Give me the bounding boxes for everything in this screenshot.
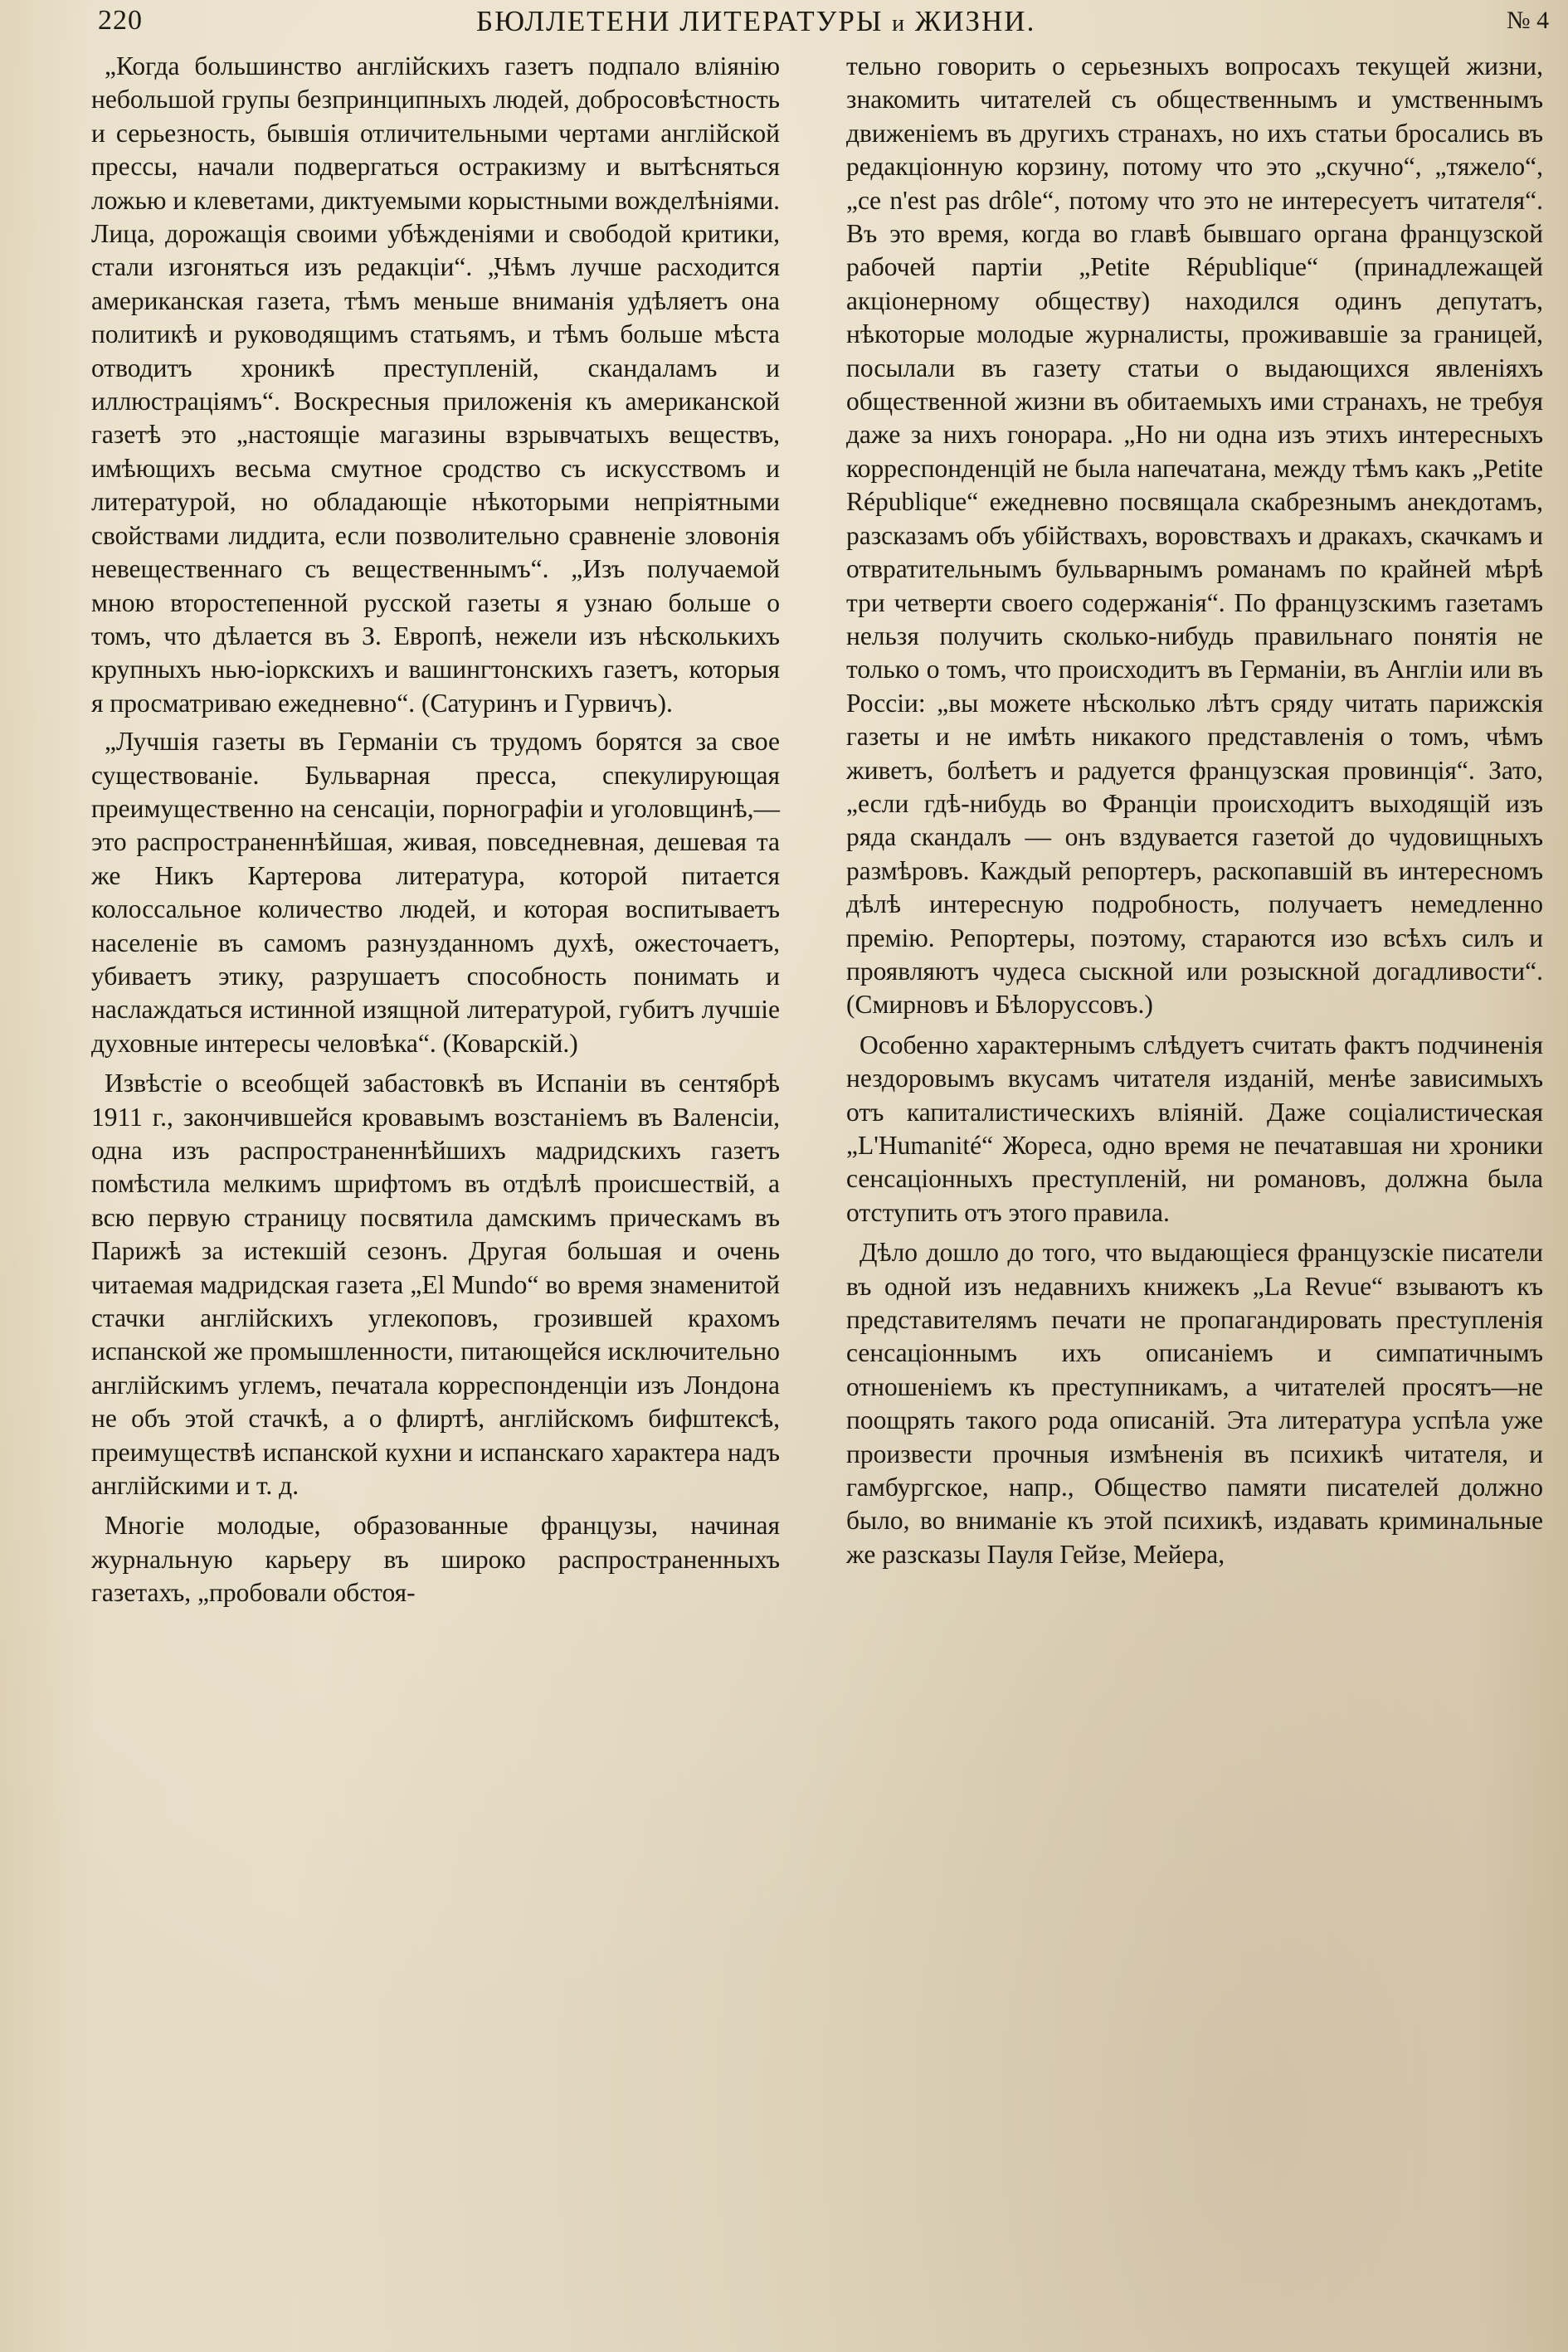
left-column [91, 50, 780, 1615]
paragraph: Дѣло дошло до того, что выдающіеся французскіе писатели въ одной изъ недавнихъ книжекъ „La Revue“ взываютъ къ представителямъ печати не пропагандировать преступленія сенсаціоннымъ ихъ описаніемъ и симпатичнымъ отношеніемъ къ преступникамъ, а читателей просятъ—не поощрять такого рода описаній. Эта литература успѣла уже произвести прочныя измѣненія въ психикѣ читателя, и гамбургское, напр., Общество памяти писателей должно было, во вниманіе къ этой психикѣ, издавать криминальные же разсказы Пауля Гейзе, Мейера, [846, 1238, 1543, 1569]
page-number: 220 [98, 5, 143, 36]
page-header [98, 5, 1568, 41]
paragraph: Многіе молодые, образованные французы, начиная журнальную карьеру въ широко распространенныхъ газетахъ, „пробовали обстоя- [91, 1511, 780, 1608]
paragraph: Особенно характернымъ слѣдуетъ считать фактъ подчиненія нездоровымъ вкусамъ читателя изданій, менѣе зависимыхъ отъ капиталистическихъ вліяній. Даже соціалистическая „L'Humanité“ Жореса, одно время не печатавшая ни хроники сенсаціонныхъ преступленій, ни романовъ, должна была отступить отъ этого правила. [846, 1030, 1543, 1227]
running-title-end: ЖИЗНИ. [914, 5, 1036, 37]
running-title-main: БЮЛЛЕТЕНИ ЛИТЕРАТУРЫ [476, 5, 884, 37]
issue-number: № 4 [1507, 7, 1550, 34]
running-title-and: и [892, 11, 907, 37]
right-column [846, 50, 1543, 1576]
paragraph: тельно говорить о серьезныхъ вопросахъ текущей жизни, знакомить читателей съ общественнымъ и умственнымъ движеніемъ въ другихъ странахъ, но ихъ статьи бросались въ редакціонную корзину, потому что это „скучно“, „тяжело“, „ce n'est pas drôle“, потому что это не интересуетъ читателя“. Въ это время, когда во главѣ бывшаго органа французской рабочей партіи „Petite République“ (принадлежащей акціонерному обществу) находился одинъ депутатъ, нѣкоторые молодые журналисты, проживавшіе за границей, посылали въ газету статьи о выдающихся явленіяхъ общественной жизни въ обитаемыхъ ими странахъ, не требуя даже за нихъ гонорара. „Но ни одна изъ этихъ интересныхъ корреспонденцій не была напечатана, между тѣмъ какъ „Petite République“ ежедневно посвящала скабрезнымъ анекдотамъ, разсказамъ объ убійствахъ, воровствахъ и дракахъ, скачкамъ и отвратительнымъ бульварнымъ романамъ по крайней мѣрѣ три четверти своего содержанія“. По французскимъ газетамъ нельзя получить сколько-нибудь правильнаго понятія не только о томъ, что происходитъ въ Германіи, въ Англіи или въ Россіи: „вы можете нѣсколько лѣтъ сряду читать парижскія газеты и не имѣть никакого представленія о томъ, чѣмъ живетъ, болѣетъ и радуется французская провинція“. Зато, „если гдѣ-нибудь во Франціи происходитъ выходящій изъ ряда скандалъ — онъ вздувается газетой до чудовищныхъ размѣровъ. Каждый репортеръ, раскопавшій въ интересномъ дѣлѣ интересную подробность, получаетъ немедленно премію. Репортеры, поэтому, стараются изо всѣхъ силъ и проявляютъ чудеса сыскной или розыскной догадливости“. (Смирновъ и Бѣлоруссовъ.) [846, 51, 1543, 1020]
paragraph: „Когда большинство англійскихъ газетъ подпало вліянію небольшой групы безпринципныхъ людей, добросовѣстность и серьезность, бывшія отличительными чертами англійской прессы, начали подвергаться остракизму и вытѣсняться ложью и клеветами, диктуемыми корыстными вожделѣніями. Лица, дорожащія своими убѣжденіями и свободой критики, стали изгоняться изъ редакціи“. „Чѣмъ лучше расходится американская газета, тѣмъ меньше вниманія удѣляетъ она политикѣ и руководящимъ статьямъ, и тѣмъ больше мѣста отводитъ хроникѣ преступленій, скандаламъ и иллюстраціямъ“. Воскресныя приложенія къ американской газетѣ это „настоящіе магазины взрывчатыхъ веществъ, имѣющихъ весьма смутное сродство съ искусствомъ и литературой, но обладающіе нѣкоторыми непріятными свойствами лиддита, если позволительно сравненіе зловонія невещественнаго съ вещественнымъ“. „Изъ получаемой мною второстепенной русской газеты я узнаю больше о томъ, что дѣлается въ З. Европѣ, нежели изъ нѣсколькихъ крупныхъ нью-іоркскихъ и вашингтонскихъ газетъ, которыя я просматриваю ежедневно“. (Сатуринъ и Гурвичъ). [91, 51, 780, 718]
paragraph: „Лучшія газеты въ Германіи съ трудомъ борятся за свое существованіе. Бульварная пресса, спекулирующая преимущественно на сенсаціи, порнографіи и уголовщинѣ,—это распространеннѣйшая, живая, повседневная, дешевая та же Никъ Картерова литература, которой питается колоссальное количество людей, и которая воспитываетъ населеніе въ самомъ разнузданномъ духѣ, ожесточаетъ, убиваетъ этику, разрушаетъ способность понимать и наслаждаться истинной изящной литературой, губитъ лучшіе духовные интересы человѣка“. (Коварскій.) [91, 727, 780, 1058]
running-title [476, 5, 1035, 38]
paragraph: Извѣстіе о всеобщей забастовкѣ въ Испаніи въ сентябрѣ 1911 г., закончившейся кровавымъ возстаніемъ въ Валенсіи, одна изъ распространеннѣйшихъ мадридскихъ газетъ помѣстила мелкимъ шрифтомъ въ отдѣлѣ происшествій, а всю первую страницу посвятила дамскимъ прическамъ въ Парижѣ за истекшій сезонъ. Другая большая и очень читаемая мадридская газета „El Mundo“ во время знаменитой стачки англійскихъ углекоповъ, грозившей крахомъ испанской же промышленности, питающейся исключительно англійскимъ углемъ, печатала корреспонденціи изъ Лондона не объ этой стачкѣ, а о флиртѣ, англійскомъ бифштексѣ, преимуществѣ испанской кухни и испанскаго характера надъ англійскими и т. д. [91, 1069, 780, 1501]
